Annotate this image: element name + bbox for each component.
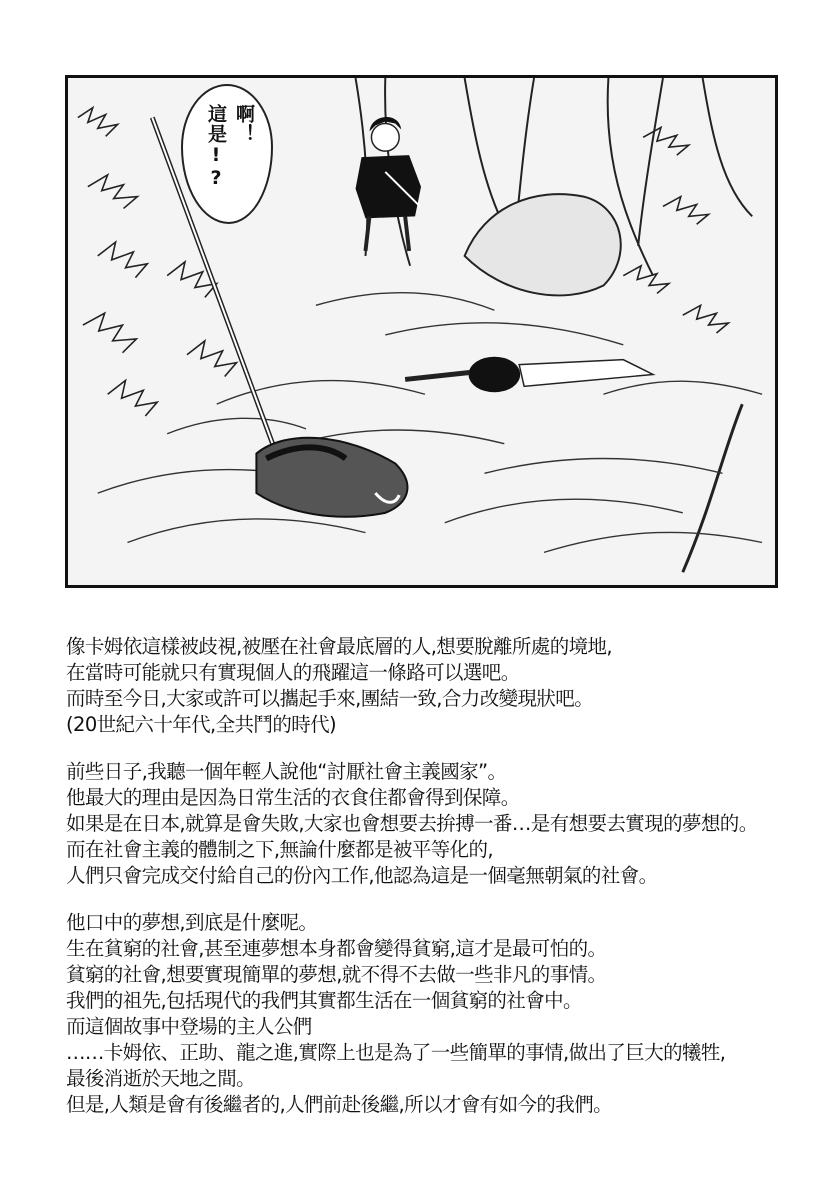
text-line: ……卡姆依、正助、龍之進,實際上也是為了一些簡單的事情,做出了巨大的犧牲, (66, 1041, 726, 1064)
essay-text (66, 634, 826, 1139)
grass (98, 293, 762, 553)
paragraph-2 (66, 759, 826, 889)
text-line: (20世紀六十年代,全共鬥的時代) (66, 713, 337, 736)
speech-text-col-1: 啊！ (233, 104, 255, 144)
rock (465, 194, 621, 295)
text-line: 像卡姆依這樣被歧視,被壓在社會最底層的人,想要脫離所處的境地, (66, 635, 612, 658)
text-line: 而這個故事中登場的主人公們 (66, 1015, 312, 1038)
fallen-person (405, 357, 653, 393)
text-line: 人們只會完成交付給自己的份內工作,他認為這是一個毫無朝氣的社會。 (66, 864, 658, 887)
text-line: 如果是在日本,就算是會失敗,大家也會想要去拚搏一番…是有想要去實現的夢想的。 (66, 812, 758, 835)
manga-panel (65, 75, 778, 588)
text-line: 他最大的理由是因為日常生活的衣食住都會得到保障。 (66, 786, 520, 809)
text-line: 但是,人類是會有後繼者的,人們前赴後繼,所以才會有如今的我們。 (66, 1093, 612, 1116)
text-line: 而時至今日,大家或許可以攜起手來,團結一致,合力改變現狀吧。 (66, 687, 594, 710)
text-line: 我們的祖先,包括現代的我們其實都生活在一個貧窮的社會中。 (66, 989, 582, 1012)
text-line: 最後消逝於天地之間。 (66, 1067, 256, 1090)
boar (256, 438, 407, 517)
forest-scene-illustration (68, 78, 775, 585)
paragraph-3 (66, 910, 826, 1118)
text-line: 貧窮的社會,想要實現簡單的夢想,就不得不去做一些非凡的事情。 (66, 963, 607, 986)
speech-text-col-2: 這是!? (205, 104, 227, 190)
tree-trunks (356, 78, 753, 572)
text-line: 他口中的夢想,到底是什麼呢。 (66, 911, 318, 934)
young-man-character (356, 117, 421, 251)
text-line: 而在社會主義的體制之下,無論什麼都是被平等化的, (66, 838, 493, 861)
text-line: 在當時可能就只有實現個人的飛躍這一條路可以選吧。 (66, 661, 520, 684)
text-line: 生在貧窮的社會,甚至連夢想本身都會變得貧窮,這才是最可怕的。 (66, 937, 607, 960)
text-line: 前些日子,我聽一個年輕人說他“討厭社會主義國家”。 (66, 760, 507, 783)
paragraph-1 (66, 634, 826, 738)
